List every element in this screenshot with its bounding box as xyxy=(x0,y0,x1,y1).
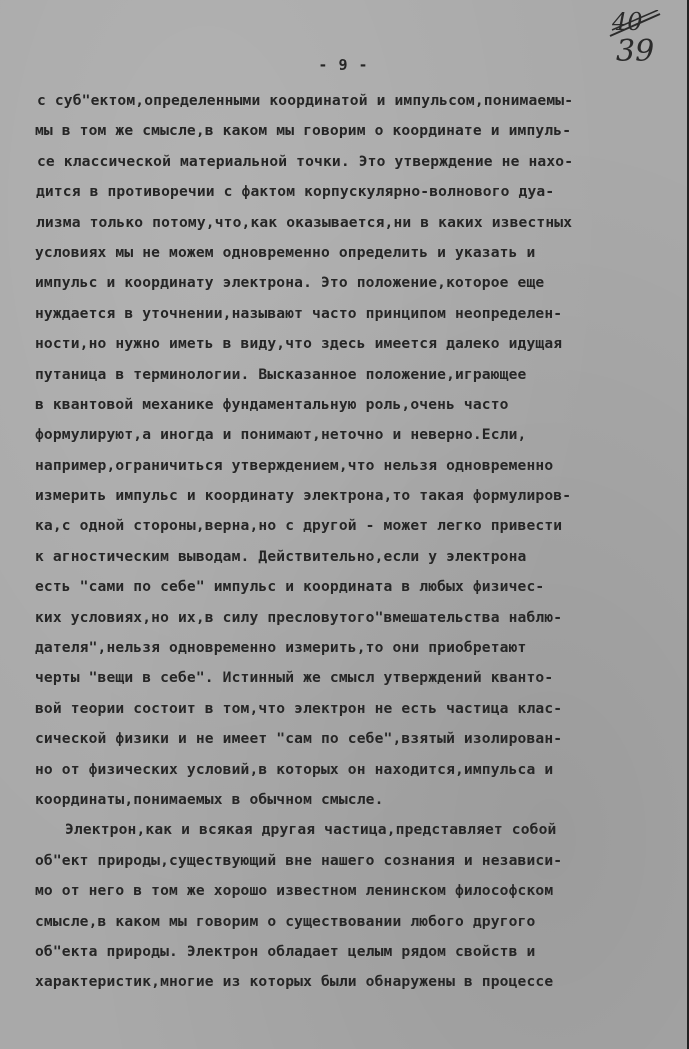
text-line: об"екта природы. Электрон обладает целым рядом свойств и xyxy=(35,942,536,960)
text-line: характеристик,многие из которых были обнаружены в процессе xyxy=(35,973,554,991)
text-line: путаница в терминологии. Высказанное положение,играющее xyxy=(35,365,527,383)
text-line: смысле,в каком мы говорим о существовании любого другого xyxy=(35,912,536,930)
text-line: есть "сами по себе" импульс и координата в любых физичес- xyxy=(35,578,545,596)
text-line: в квантовой механике фундаментальную роль,очень часто xyxy=(35,395,509,413)
text-line: формулируют,а иногда и понимают,неточно и неверно.Если, xyxy=(35,426,527,444)
text-line: ких условиях,но их,в силу пресловутого"вмешательства наблю- xyxy=(35,608,563,626)
text-line: дится в противоречии с фактом корпускулярно-волнового дуа- xyxy=(36,183,555,201)
typewritten-text xyxy=(0,86,689,998)
text-line: с суб"ектом,определенными координатой и импульсом,понимаемы- xyxy=(37,92,574,109)
text-line: мо от него в том же хорошо известном ленинском философском xyxy=(35,882,554,900)
text-line: мы в том же смысле,в каком мы говорим о координате и импуль- xyxy=(35,122,572,140)
text-line: сической физики и не имеет "сам по себе",взятый изолирован- xyxy=(35,730,563,748)
text-line: нуждается в уточнении,называют часто принципом неопределен- xyxy=(35,304,563,322)
text-line: дателя",нельзя одновременно измерить,то они приобретают xyxy=(35,639,527,657)
text-line: ности,но нужно иметь в виду,что здесь имеется далеко идущая xyxy=(35,335,563,353)
text-line: измерить импульс и координату электрона,то такая формулиров- xyxy=(35,487,572,505)
text-line: лизма только потому,что,как оказывается,ни в каких известных xyxy=(36,213,573,231)
text-line: ка,с одной стороны,верна,но с другой - может легко привести xyxy=(35,517,563,535)
text-line: например,ограничиться утверждением,что нельзя одновременно xyxy=(35,456,554,474)
text-line: импульс и координату электрона. Это положение,которое еще xyxy=(35,274,545,292)
text-line: черты "вещи в себе". Истинный же смысл утверждений кванто- xyxy=(35,669,554,687)
text-line: се классической материальной точки. Это утверждение не нахо- xyxy=(37,152,574,170)
text-line: но от физических условий,в которых он находится,импульса и xyxy=(35,760,554,778)
old-folio-number: 40 xyxy=(612,8,643,36)
text-line: вой теории состоит в том,что электрон не есть частица клас- xyxy=(35,699,563,717)
text-line: условиях мы не можем одновременно определить и указать и xyxy=(35,243,536,261)
text-line: к агностическим выводам. Действительно,если у электрона xyxy=(35,547,527,565)
paragraph-first-line: Электрон,как и всякая другая частица,представляет собой xyxy=(65,821,557,839)
text-line: координаты,понимаемых в обычном смысле. xyxy=(35,790,384,808)
page-number: - 9 - xyxy=(318,56,369,74)
new-folio-number: 39 xyxy=(616,34,655,69)
text-line: об"ект природы,существующий вне нашего сознания и независи- xyxy=(35,851,563,869)
